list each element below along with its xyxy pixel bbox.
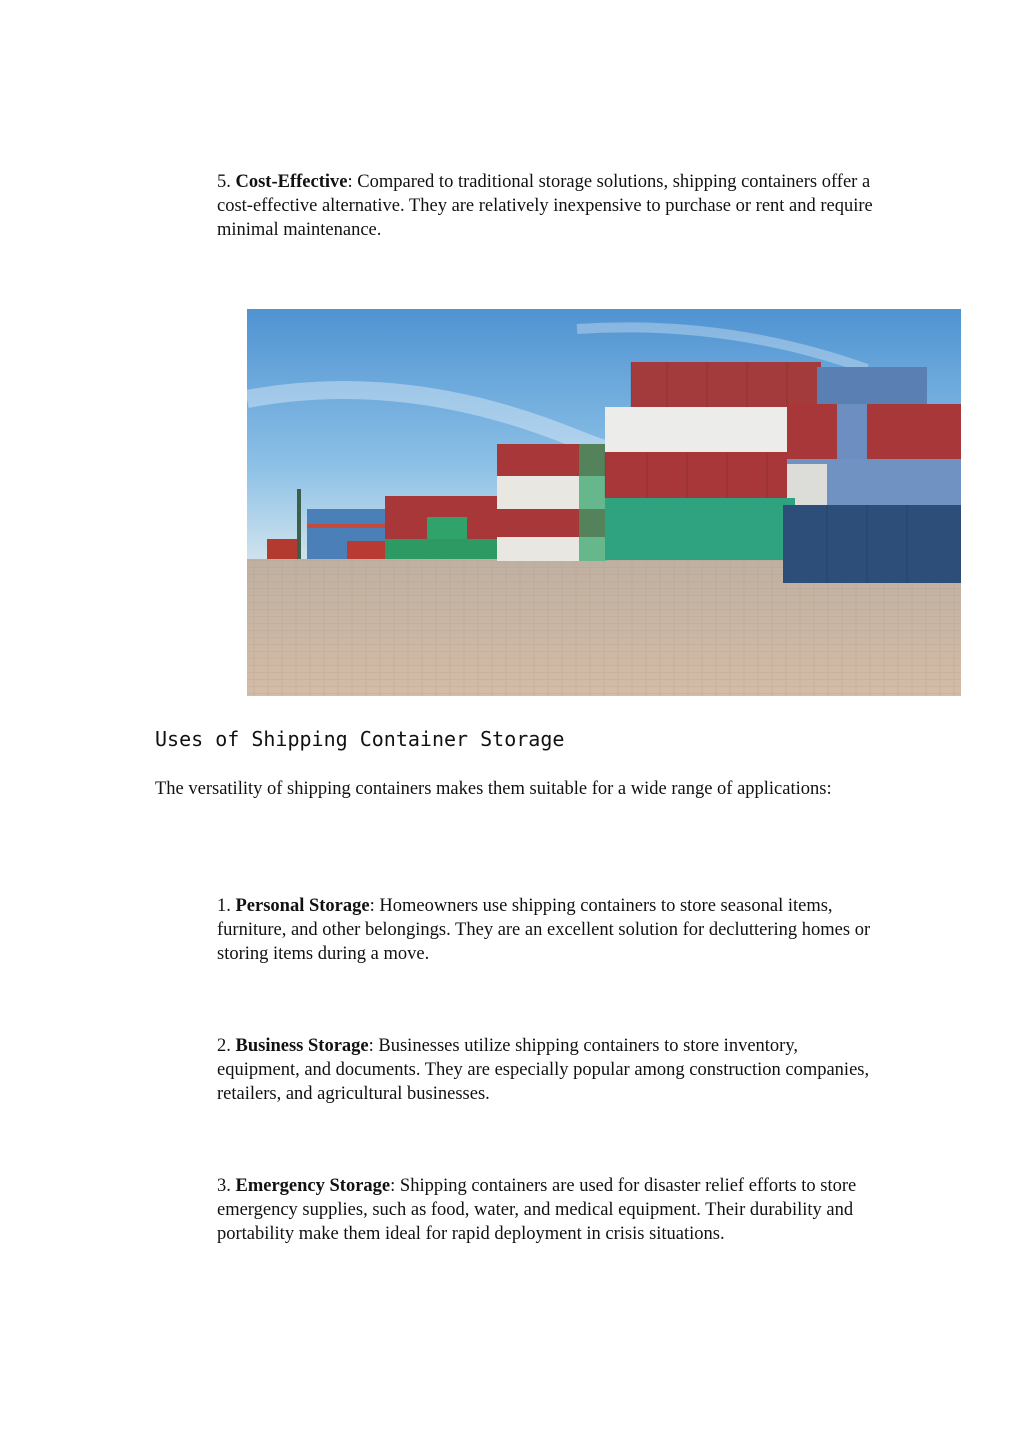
item-number: 2. xyxy=(217,1036,236,1056)
item-number: 3. xyxy=(217,1176,236,1196)
shipping-containers-photo xyxy=(247,309,961,696)
emergency-storage-paragraph xyxy=(217,1174,877,1246)
item-text: : Shipping containers are used for disaster relief efforts to store emergency supplies, such as food, water, and medical equipment. Their durability and portability make them ideal for rapid deployment in crisis situations. xyxy=(217,1176,857,1244)
item-term: Business Storage xyxy=(235,1036,369,1056)
uses-heading: Uses of Shipping Container Storage xyxy=(155,727,565,751)
personal-storage-paragraph xyxy=(217,894,877,966)
item-term: Emergency Storage xyxy=(235,1176,391,1196)
item-term: Cost-Effective xyxy=(235,172,348,192)
item-text: : Businesses utilize shipping containers to store inventory, equipment, and documents. They are especially popular among construction companies, retailers, and agricultural businesses. xyxy=(217,1036,870,1104)
uses-intro: The versatility of shipping containers makes them suitable for a wide range of applications: xyxy=(155,779,832,799)
item-number: 1. xyxy=(217,896,236,916)
item-term: Personal Storage xyxy=(235,896,370,916)
item-number: 5. xyxy=(217,172,236,192)
cost-effective-paragraph xyxy=(217,170,877,242)
item-text: : Homeowners use shipping containers to store seasonal items, furniture, and other belongings. They are an excellent solution for decluttering homes or storing items during a move. xyxy=(217,896,871,964)
business-storage-paragraph xyxy=(217,1034,877,1106)
item-text: : Compared to traditional storage solutions, shipping containers offer a cost-effective alternative. They are relatively inexpensive to purchase or rent and require minimal maintenance. xyxy=(217,172,873,240)
